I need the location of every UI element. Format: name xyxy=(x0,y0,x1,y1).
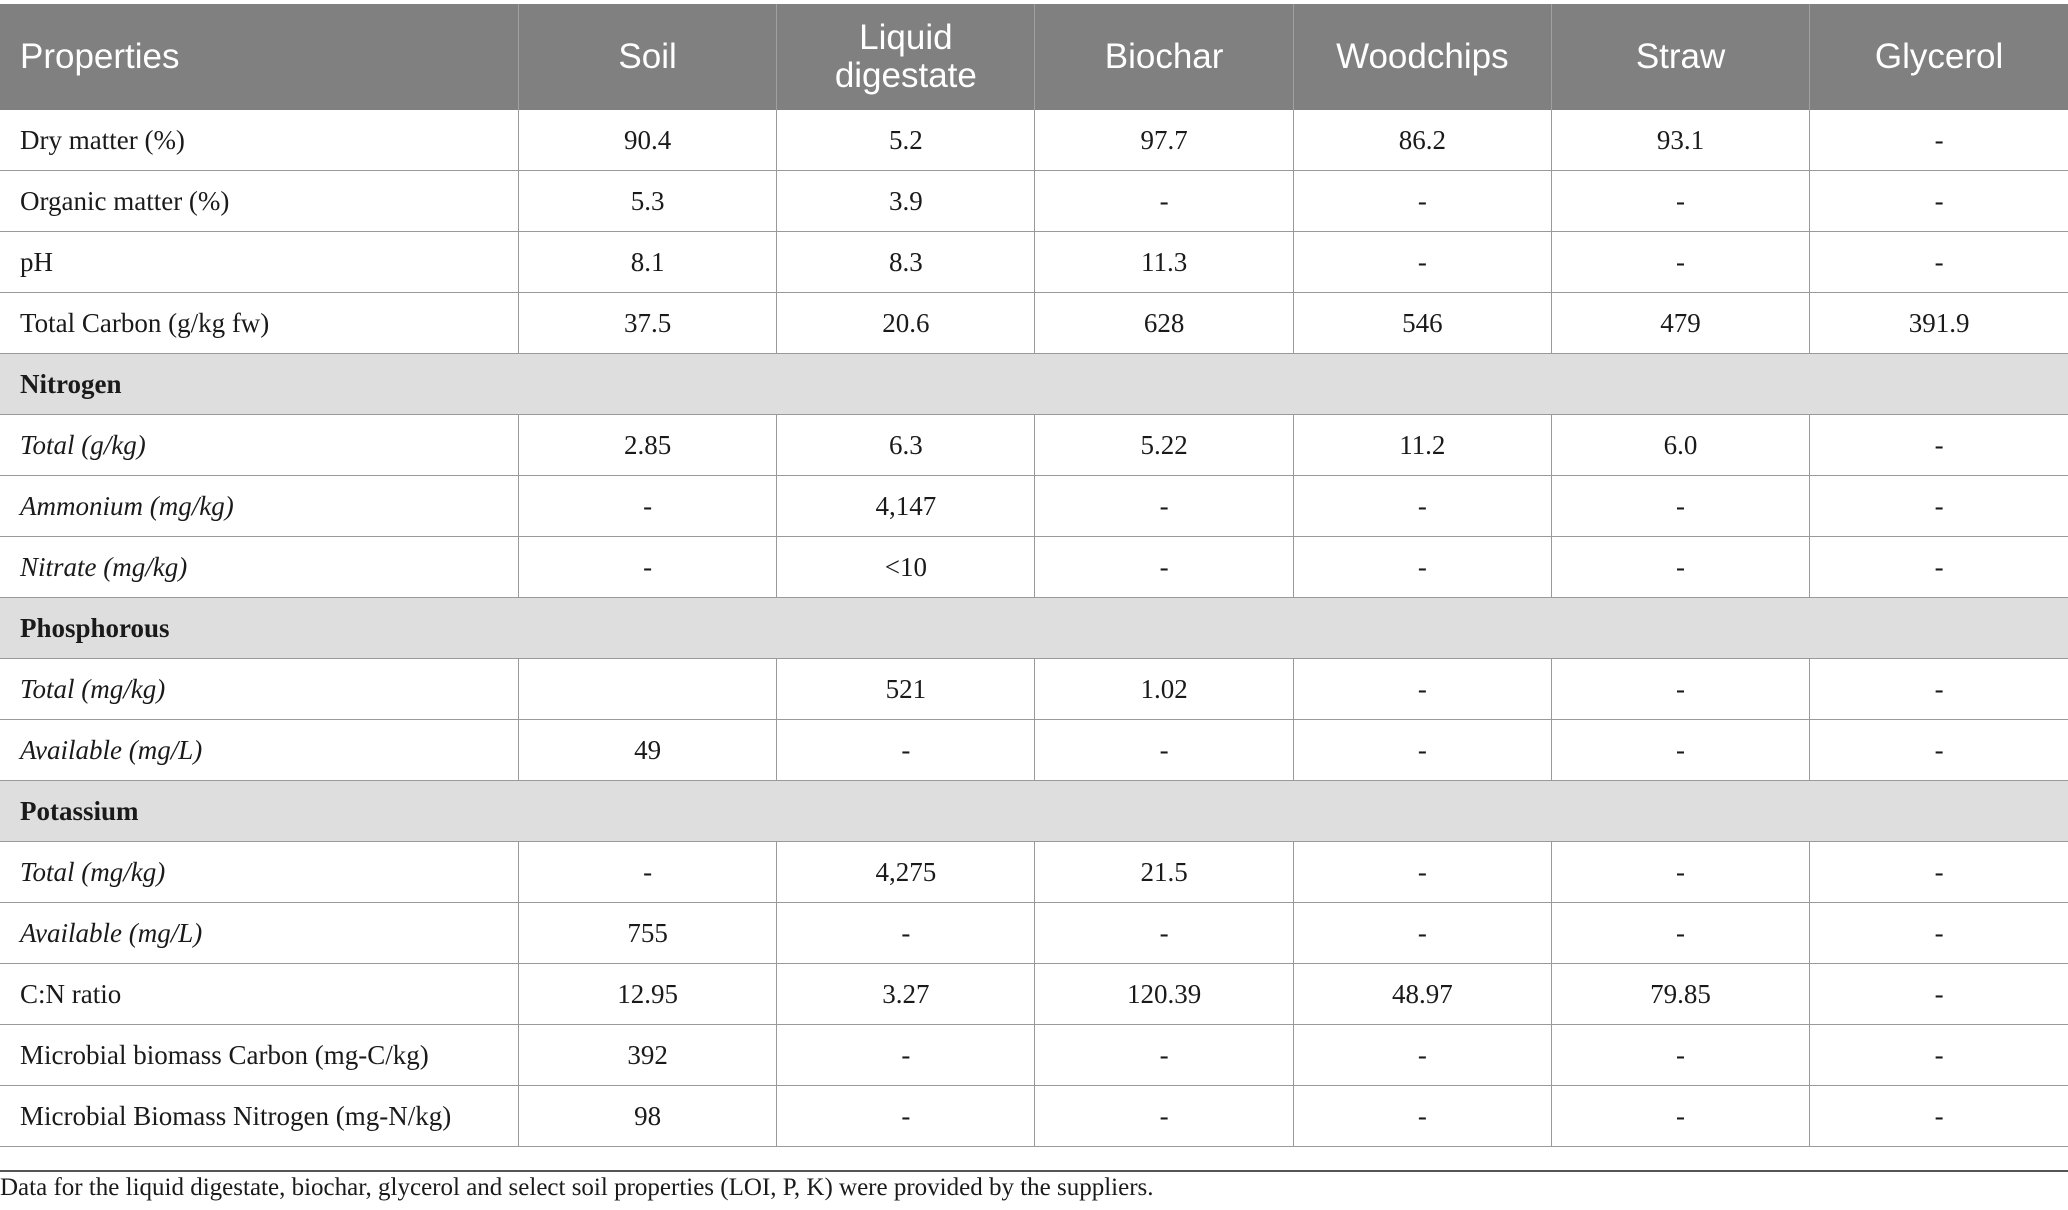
table-cell: 5.3 xyxy=(519,171,777,232)
row-label: pH xyxy=(0,232,519,293)
table-row xyxy=(0,659,2068,720)
row-label: Total Carbon (g/kg fw) xyxy=(0,293,519,354)
table-cell: - xyxy=(1293,476,1551,537)
table-cell: - xyxy=(1810,903,2068,964)
row-label: Organic matter (%) xyxy=(0,171,519,232)
table-row xyxy=(0,293,2068,354)
table-cell: - xyxy=(777,1086,1035,1147)
table-cell: - xyxy=(1293,171,1551,232)
column-header-text: Woodchips xyxy=(1336,36,1509,76)
table-cell: - xyxy=(1035,720,1293,781)
table-cell: - xyxy=(1293,842,1551,903)
table-cell: 4,147 xyxy=(777,476,1035,537)
table-cell: - xyxy=(1293,720,1551,781)
table-cell: - xyxy=(1035,903,1293,964)
table-cell: 3.9 xyxy=(777,171,1035,232)
row-label: Available (mg/L) xyxy=(0,903,519,964)
table-cell: - xyxy=(1810,1025,2068,1086)
table-row xyxy=(0,720,2068,781)
table-cell: 49 xyxy=(519,720,777,781)
row-label: Microbial biomass Carbon (mg-C/kg) xyxy=(0,1025,519,1086)
table-cell: 8.3 xyxy=(777,232,1035,293)
table-cell: 755 xyxy=(519,903,777,964)
table-cell: 6.3 xyxy=(777,415,1035,476)
table-cell: 20.6 xyxy=(777,293,1035,354)
table-cell: 4,275 xyxy=(777,842,1035,903)
table-cell: - xyxy=(1035,1025,1293,1086)
row-label: Microbial Biomass Nitrogen (mg-N/kg) xyxy=(0,1086,519,1147)
column-header-text: Straw xyxy=(1635,36,1726,76)
section-row xyxy=(0,354,2068,415)
table-cell: - xyxy=(1035,171,1293,232)
column-header xyxy=(1810,4,2068,110)
table-cell: - xyxy=(1551,842,1809,903)
table-cell: - xyxy=(1551,903,1809,964)
row-label: Total (mg/kg) xyxy=(0,842,519,903)
row-label: Ammonium (mg/kg) xyxy=(0,476,519,537)
table-cell: - xyxy=(1810,842,2068,903)
table-cell: - xyxy=(777,1025,1035,1086)
row-label: Dry matter (%) xyxy=(0,110,519,171)
table-cell: - xyxy=(1810,232,2068,293)
table-cell: - xyxy=(777,720,1035,781)
table-row xyxy=(0,415,2068,476)
row-label: Available (mg/L) xyxy=(0,720,519,781)
table-cell: - xyxy=(1551,720,1809,781)
table-cell: 98 xyxy=(519,1086,777,1147)
column-header xyxy=(0,4,519,110)
column-header-text: Biochar xyxy=(1104,36,1224,76)
table-cell: - xyxy=(519,476,777,537)
table-cell: 3.27 xyxy=(777,964,1035,1025)
column-header xyxy=(777,4,1035,110)
row-label: Total (mg/kg) xyxy=(0,659,519,720)
header-row xyxy=(0,4,2068,110)
table-cell: 1.02 xyxy=(1035,659,1293,720)
table-cell: <10 xyxy=(777,537,1035,598)
table-cell: 93.1 xyxy=(1551,110,1809,171)
column-header xyxy=(1035,4,1293,110)
table-cell: 97.7 xyxy=(1035,110,1293,171)
table-cell: - xyxy=(1810,415,2068,476)
section-row xyxy=(0,781,2068,842)
table-cell: 521 xyxy=(777,659,1035,720)
table-cell: - xyxy=(1810,964,2068,1025)
table-row xyxy=(0,232,2068,293)
table-cell: - xyxy=(1551,537,1809,598)
table-cell: 546 xyxy=(1293,293,1551,354)
table-cell: 21.5 xyxy=(1035,842,1293,903)
table-cell xyxy=(519,659,777,720)
column-header-text: Glycerol xyxy=(1874,36,2004,76)
table-cell: - xyxy=(1293,537,1551,598)
table-cell: - xyxy=(1293,903,1551,964)
table-row xyxy=(0,903,2068,964)
section-heading: Phosphorous xyxy=(0,598,2068,659)
table-header xyxy=(0,4,2068,110)
column-header-text: Liquid xyxy=(859,17,953,57)
table-cell: - xyxy=(1551,476,1809,537)
table-row xyxy=(0,1025,2068,1086)
table-cell: - xyxy=(519,842,777,903)
table-cell: 628 xyxy=(1035,293,1293,354)
column-header xyxy=(519,4,777,110)
table-cell: 37.5 xyxy=(519,293,777,354)
table-cell: 11.3 xyxy=(1035,232,1293,293)
table-row xyxy=(0,537,2068,598)
column-header xyxy=(1293,4,1551,110)
table-cell: - xyxy=(1810,171,2068,232)
table-cell: - xyxy=(1551,1086,1809,1147)
table-cell: - xyxy=(1551,659,1809,720)
table-cell: 90.4 xyxy=(519,110,777,171)
table-row xyxy=(0,1086,2068,1147)
table-cell: - xyxy=(1293,659,1551,720)
table-cell: 5.22 xyxy=(1035,415,1293,476)
column-header xyxy=(1551,4,1809,110)
column-header-text: Properties xyxy=(20,36,180,76)
table-cell: - xyxy=(1810,659,2068,720)
table-cell: 79.85 xyxy=(1551,964,1809,1025)
row-label: Total (g/kg) xyxy=(0,415,519,476)
table-cell: 11.2 xyxy=(1293,415,1551,476)
table-cell: 479 xyxy=(1551,293,1809,354)
table-cell: - xyxy=(519,537,777,598)
section-heading: Nitrogen xyxy=(0,354,2068,415)
table-cell: - xyxy=(1551,171,1809,232)
table-row xyxy=(0,110,2068,171)
column-header-text: Soil xyxy=(618,36,677,76)
table-cell: - xyxy=(1810,476,2068,537)
table-footnote: Data for the liquid digestate, biochar, glycerol and select soil properties (LOI, P, K) were provided by the suppliers. xyxy=(0,1170,2068,1202)
table-cell: - xyxy=(1810,720,2068,781)
table-row xyxy=(0,476,2068,537)
table-cell: 392 xyxy=(519,1025,777,1086)
table-cell: - xyxy=(1810,537,2068,598)
table-cell: 120.39 xyxy=(1035,964,1293,1025)
row-label: Nitrate (mg/kg) xyxy=(0,537,519,598)
table-cell: - xyxy=(1551,232,1809,293)
table-row xyxy=(0,171,2068,232)
table-cell: 2.85 xyxy=(519,415,777,476)
table-cell: - xyxy=(1551,1025,1809,1086)
column-header-text: digestate xyxy=(834,56,977,95)
table-cell: - xyxy=(1035,537,1293,598)
table-body xyxy=(0,110,2068,1147)
table-cell: - xyxy=(1810,110,2068,171)
row-label: C:N ratio xyxy=(0,964,519,1025)
table-cell: - xyxy=(1810,1086,2068,1147)
table-row xyxy=(0,842,2068,903)
properties-table xyxy=(0,4,2068,1147)
table-cell: 86.2 xyxy=(1293,110,1551,171)
table-row xyxy=(0,964,2068,1025)
table-cell: 391.9 xyxy=(1810,293,2068,354)
section-row xyxy=(0,598,2068,659)
table-cell: 6.0 xyxy=(1551,415,1809,476)
table-cell: - xyxy=(1293,1086,1551,1147)
table-cell: - xyxy=(1293,232,1551,293)
table-cell: 48.97 xyxy=(1293,964,1551,1025)
table-cell: - xyxy=(1035,1086,1293,1147)
table-cell: - xyxy=(1293,1025,1551,1086)
section-heading: Potassium xyxy=(0,781,2068,842)
table-cell: 5.2 xyxy=(777,110,1035,171)
table-cell: - xyxy=(777,903,1035,964)
properties-table-container xyxy=(0,4,2068,1147)
table-cell: - xyxy=(1035,476,1293,537)
table-cell: 12.95 xyxy=(519,964,777,1025)
table-cell: 8.1 xyxy=(519,232,777,293)
